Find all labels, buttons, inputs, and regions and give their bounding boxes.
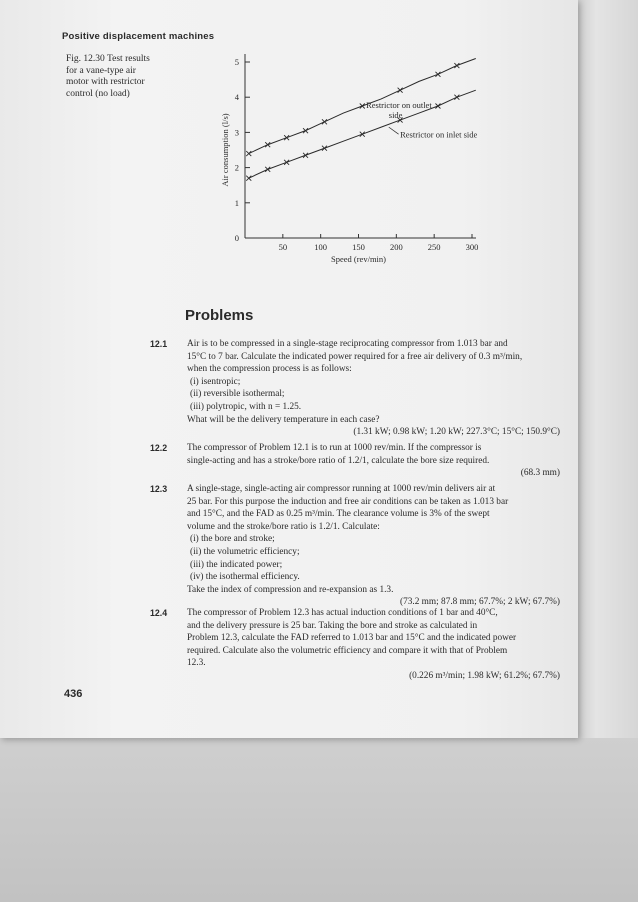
problem-subitem: (iii) polytropic, with n = 1.25. — [190, 401, 302, 412]
data-point-marker — [322, 146, 327, 151]
problem-line: Problem 12.3, calculate the FAD referred to 1.013 bar and 15°C and the indicated power — [187, 633, 517, 644]
caption-line: motor with restrictor — [66, 77, 145, 87]
problem-answer: (0.226 m³/min; 1.98 kW; 61.2%; 67.7%) — [409, 670, 560, 681]
data-point-marker — [303, 153, 308, 158]
y-tick-label: 2 — [234, 162, 239, 173]
problem-line: required. Calculate also the volumetric efficiency and compare it with that of Problem — [187, 645, 508, 656]
data-point-marker — [284, 160, 289, 165]
data-point-marker — [284, 135, 289, 140]
problem-subitem: (iii) the indicated power; — [190, 559, 283, 570]
data-point-marker — [265, 142, 270, 147]
problem-line: A single-stage, single-acting air compressor running at 1000 rev/min delivers air at — [187, 484, 496, 494]
caption-line: Fig. 12.30 Test results — [66, 54, 150, 64]
problem-line: when the compression process is as follows: — [187, 364, 352, 375]
data-point-marker — [246, 176, 251, 181]
y-tick-label: 3 — [234, 127, 239, 138]
problem-line: What will be the delivery temperature in each case? — [187, 414, 380, 425]
leader-line — [389, 127, 399, 134]
data-point-marker — [435, 104, 440, 109]
series-label-inlet: Restrictor on inlet side — [400, 129, 478, 140]
x-tick-label: 50 — [278, 242, 288, 252]
data-point-marker — [360, 104, 365, 109]
y-tick-label: 0 — [234, 233, 239, 243]
problem-answer: (1.31 kW; 0.98 kW; 1.20 kW; 227.3°C; 15°C; 150.9°C) — [353, 427, 560, 438]
problem-line: Take the index of compression and re-expansion as 1.3. — [187, 584, 394, 595]
data-point-marker — [398, 88, 403, 93]
problem-text — [187, 607, 560, 683]
caption-line: for a vane-type air — [66, 65, 136, 76]
problem-line: The compressor of Problem 12.3 has actual induction conditions of 1 bar and 40°C, — [187, 608, 498, 618]
x-axis-label: Speed (rev/min) — [331, 254, 386, 264]
problem-line: and the delivery pressure is 25 bar. Taking the bore and stroke as calculated in — [187, 620, 478, 631]
problems-heading: Problems — [185, 307, 254, 324]
data-point-marker — [454, 95, 459, 100]
problem-number: 12.4 — [150, 608, 168, 618]
problem-line: and 15°C, and the FAD as 0.25 m³/min. The clearance volume is 3% of the swept — [187, 509, 490, 520]
x-tick-label: 250 — [427, 242, 441, 252]
figure-caption — [66, 54, 176, 100]
data-point-marker — [303, 128, 308, 133]
problem-line: volume and the stroke/bore ratio is 1.2/1. Calculate: — [187, 521, 380, 532]
data-point-marker — [454, 63, 459, 68]
problem-number: 12.3 — [150, 484, 168, 494]
series-label-outlet: Restrictor on outlet — [366, 99, 432, 110]
problem-line: The compressor of Problem 12.1 is to run at 1000 rev/min. If the compressor is — [187, 443, 482, 453]
running-head: Positive displacement machines — [62, 31, 215, 42]
y-tick-label: 4 — [234, 92, 239, 103]
problem-text — [187, 483, 560, 609]
y-tick-label: 1 — [234, 197, 239, 208]
x-tick-label: 300 — [465, 242, 479, 252]
data-point-marker — [360, 132, 365, 137]
problem-subitem: (ii) the volumetric efficiency; — [190, 546, 300, 557]
problem-answer: (68.3 mm) — [520, 468, 560, 479]
facing-page-edge — [578, 0, 638, 738]
problem-subitem: (i) isentropic; — [190, 376, 241, 387]
problem-line: 12.3. — [187, 658, 206, 669]
data-point-marker — [265, 167, 270, 172]
series-label-outlet: side — [388, 109, 403, 120]
y-tick-label: 5 — [234, 57, 239, 67]
problem-line: 15°C to 7 bar. Calculate the indicated power required for a free air delivery of 0.3 m³/min, — [187, 351, 523, 362]
problem-subitem: (ii) reversible isothermal; — [190, 389, 285, 400]
data-point-marker — [322, 119, 327, 124]
problem-line: single-acting and has a stroke/bore ratio of 1.2/1, calculate the bore size required. — [187, 455, 490, 466]
problem-subitem: (i) the bore and stroke; — [190, 534, 275, 545]
desk-background — [0, 738, 638, 902]
data-point-marker — [246, 151, 251, 156]
problem-number: 12.1 — [150, 339, 168, 349]
air-consumption-chart — [200, 44, 490, 276]
problem-line: 25 bar. For this purpose the induction and free air conditions can be taken as 1.013 bar — [187, 496, 509, 507]
data-point-marker — [435, 72, 440, 77]
problem-number: 12.2 — [150, 443, 168, 453]
x-tick-label: 150 — [352, 242, 365, 252]
problem-line: Air is to be compressed in a single-stage reciprocating compressor from 1.013 bar and — [187, 339, 508, 349]
caption-line: control (no load) — [66, 88, 130, 99]
page-number: 436 — [64, 688, 83, 700]
problem-answer: (73.2 mm; 87.8 mm; 67.7%; 2 kW; 67.7%) — [399, 597, 560, 608]
y-axis-label: Air consumption (l/s) — [220, 113, 230, 187]
x-tick-label: 100 — [314, 242, 328, 252]
x-tick-label: 200 — [389, 242, 403, 252]
problem-text — [187, 338, 560, 439]
problem-subitem: (iv) the isothermal efficiency. — [190, 572, 300, 583]
problem-text — [187, 442, 560, 480]
